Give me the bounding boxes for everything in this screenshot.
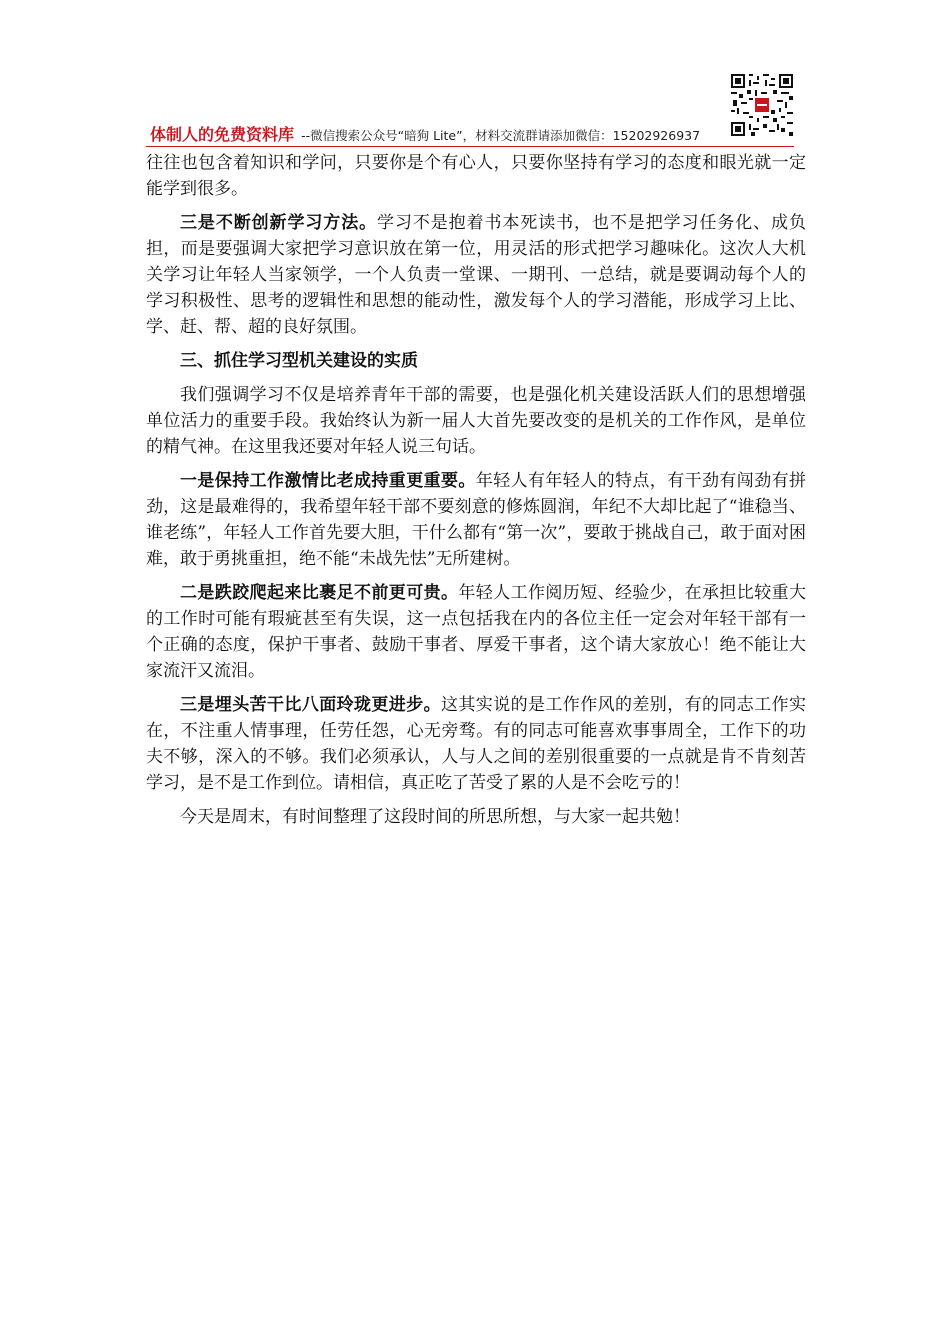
- paragraph-text: 这其实说的是工作作风的差别，有的同志工作实在，不注重人情事理，任劳任怨，心无旁骛。有的同志可能喜欢事事周全，工作下的功夫不够，深入的不够。我们必须承认，人与人之间的差别很重要的一点就是肯不肯刻苦学习，是不是工作到位。请相信，真正吃了苦受了累的人是不会吃亏的！: [146, 695, 806, 793]
- section-heading: 三、抓住学习型机关建设的实质: [180, 351, 418, 371]
- qr-code-icon: [731, 74, 793, 136]
- paragraph-text: 年轻人工作阅历短、经验少，在承担比较重大的工作时可能有瑕疵甚至有失误，这一点包括我在内的各位主任一定会对年轻干部有一个正确的态度，保护干事者、鼓励干事者、厚爱干事者，这个请大家放心！绝不能让大家流汗又流泪。: [146, 583, 807, 681]
- paragraph: 今天是周末，有时间整理了这段时间的所思所想，与大家一起共勉！: [180, 807, 690, 827]
- paragraph-text: 学习不是抱着书本死读书，也不是把学习任务化、成负担，而是要强调大家把学习意识放在第一位，用灵活的形式把学习趣味化。这次人大机关学习让年轻人当家领学，一个人负责一堂课、一期刊、一总结，就是要调动每个人的学习积极性、思考的逻辑性和思想的能动性，激发每个人的学习潜能，形成学习上比、学、赶、帮、超的良好氛围。: [146, 213, 807, 337]
- header-note: --微信搜索公众号“暗狗 Lite”，材料交流群请添加微信：15202926937: [301, 128, 701, 143]
- paragraph: [146, 468, 806, 572]
- document-body: [146, 150, 806, 838]
- point-heading: 二是跌跤爬起来比裹足不前更可贵。: [180, 583, 459, 603]
- paragraph: [146, 210, 806, 340]
- paragraph-text: 年轻人有年轻人的特点，有干劲有闯劲有拼劲，这是最难得的，我希望年轻干部不要刻意的修炼圆润，年纪不大却比起了“谁稳当、谁老练”，年轻人工作首先要大胆，干什么都有“第一次”，要敢于挑战自己，敢于面对困难，敢于勇挑重担，绝不能“未战先怯”无所建树。: [146, 471, 807, 569]
- paragraph: [146, 580, 806, 684]
- paragraph: 往往也包含着知识和学问，只要你是个有心人，只要你坚持有学习的态度和眼光就一定能学到很多。: [146, 153, 806, 199]
- paragraph: 我们强调学习不仅是培养青年干部的需要，也是强化机关建设活跃人们的思想增强单位活力的重要手段。我始终认为新一届人大首先要改变的是机关的工作作风，是单位的精气神。在这里我还要对年轻人说三句话。: [146, 385, 806, 457]
- point-heading: 一是保持工作激情比老成持重更重要。: [180, 471, 476, 491]
- brand-title: 体制人的免费资料库: [150, 125, 295, 144]
- page-header: [150, 122, 790, 146]
- point-heading: 三是不断创新学习方法。: [180, 213, 378, 233]
- header-divider: [146, 146, 794, 147]
- paragraph: [146, 692, 806, 796]
- point-heading: 三是埋头苦干比八面玲珑更进步。: [180, 695, 441, 715]
